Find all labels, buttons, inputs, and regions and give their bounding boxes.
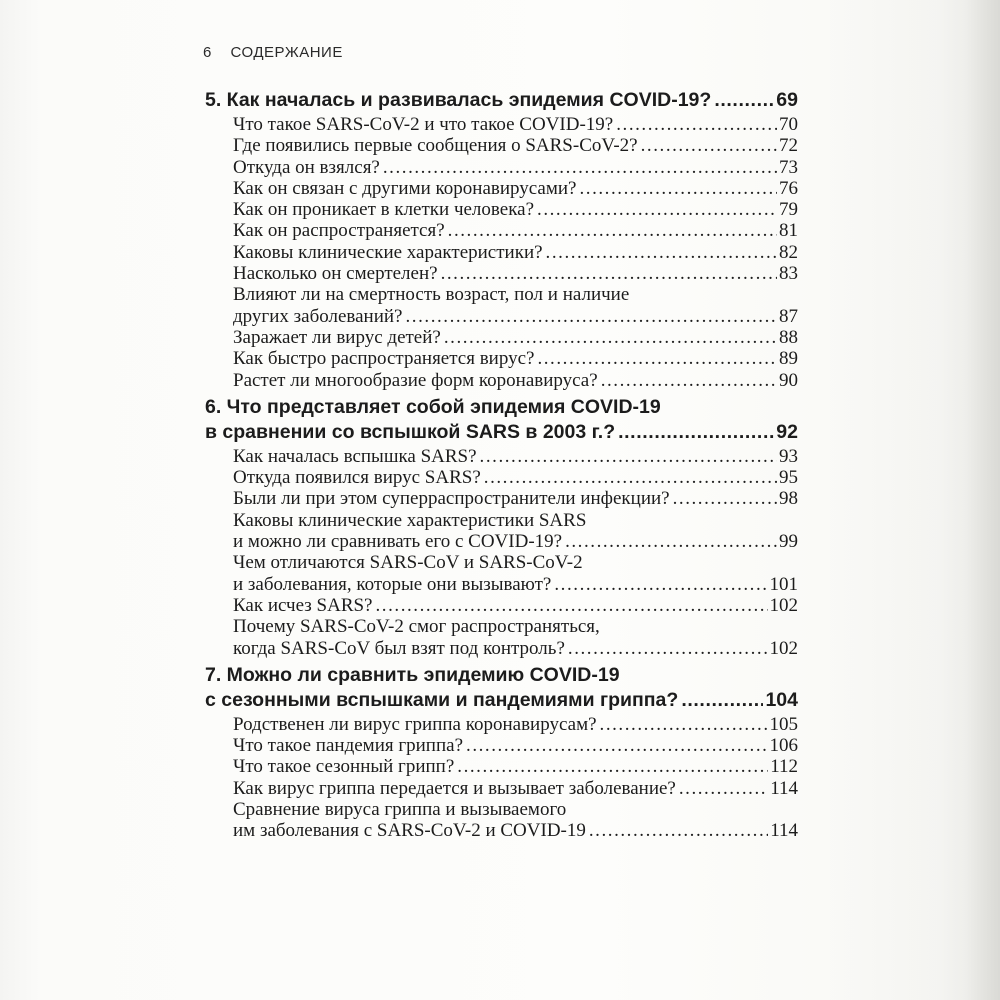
toc-entry-row [233,820,798,841]
dot-leader [444,327,777,348]
toc-entry-title: Как он распространяется? [233,220,445,242]
toc-entry[interactable] [205,135,798,156]
toc-entry-page-number: 89 [779,348,798,370]
toc-entry-page-number: 95 [779,467,798,489]
toc-entry-row [233,178,798,199]
toc-entry-title: Где появились первые сообщения о SARS-CoV-2? [233,135,638,157]
toc-entry-page-number: 82 [779,241,798,263]
toc-entry[interactable] [205,488,798,509]
toc-entry-page-number: 102 [769,594,798,616]
dot-leader [673,488,777,509]
chapter-title-row [205,688,798,713]
toc-entry-row [233,242,798,263]
dot-leader [484,467,777,488]
toc-entry[interactable] [205,284,798,327]
chapter-title-line: 6. Что представляет собой эпидемия COVID-19 [205,395,661,418]
toc-entry[interactable] [205,467,798,488]
toc-entry-title: Откуда появился вирус SARS? [233,467,481,489]
toc-entry-title: других заболеваний? [233,305,403,327]
toc-entry[interactable] [205,799,798,842]
toc-entry-page-number: 114 [770,820,798,842]
toc-entry-row [233,638,798,659]
toc-entry[interactable] [205,327,798,348]
toc-entry-row [233,348,798,369]
dot-leader [457,756,768,777]
toc-entry-title: когда SARS-CoV был взят под контроль? [233,637,565,659]
toc-entry-row [233,263,798,284]
chapter-page-number: 69 [776,89,798,111]
toc-entry-page-number: 105 [769,713,798,735]
toc-entry-page-number: 87 [779,305,798,327]
toc-entry-row [233,574,798,595]
toc-entry-line: Каковы клинические характеристики SARS [233,509,587,531]
toc-entry-page-number: 79 [779,199,798,221]
chapter-title[interactable] [205,395,798,445]
toc-entry-page-number: 90 [779,369,798,391]
toc-entry[interactable] [205,242,798,263]
toc-entry[interactable] [205,114,798,135]
toc-entry[interactable] [205,370,798,391]
toc-entry-title: и заболевания, которые они вызывают? [233,573,552,595]
toc-entry[interactable] [205,199,798,220]
toc-entry-line: Сравнение вируса гриппа и вызываемого [233,799,567,821]
dot-leader [480,446,777,467]
dot-leader [441,263,777,284]
toc-entry-title: и можно ли сравнивать его с COVID-19? [233,531,563,553]
page-edge-shadow [828,0,1000,1000]
toc-entry-page-number: 114 [770,777,798,799]
dot-leader [383,157,777,178]
toc-entry-title: Что такое сезонный грипп? [233,756,455,778]
toc-entry[interactable] [205,714,798,735]
toc-entry-row [233,114,798,135]
dot-leader [568,638,768,659]
toc-entry[interactable] [205,616,798,659]
toc-entry-title: Как быстро распространяется вирус? [233,348,535,370]
toc-entry[interactable] [205,348,798,369]
toc-entry-title: Каковы клинические характеристики? [233,241,543,263]
dot-leader [466,735,767,756]
toc-entry-row [233,135,798,156]
dot-leader [601,370,777,391]
dot-leader [589,820,768,841]
running-header [203,44,343,61]
dot-leader [641,135,777,156]
toc-entry-title: Откуда он взялся? [233,156,380,178]
toc-entry-title: Что такое SARS-CoV-2 и что такое COVID-19? [233,114,614,135]
toc-entry-row [233,467,798,488]
chapter-title-text: с сезонными вспышками и пандемиями гриппа? [205,688,679,711]
dot-leader [579,178,777,199]
dot-leader [537,348,777,369]
dot-leader [616,114,777,135]
dot-leader [618,420,774,445]
toc-entry-row [233,531,798,552]
chapter-title-text: 5. Как началась и развивалась эпидемия COVID-19? [205,89,712,111]
toc-entry-row [233,735,798,756]
toc-chapter [205,395,798,659]
toc-entry-page-number: 106 [769,735,798,757]
toc-entry-page-number: 83 [779,263,798,285]
chapter-title[interactable] [205,663,798,713]
toc-entry-page-number: 102 [769,637,798,659]
toc-entry-title: Заражает ли вирус детей? [233,326,441,348]
toc-entry-row [233,220,798,241]
toc-entry-title: Родственен ли вирус гриппа коронавирусам? [233,713,597,735]
dot-leader [448,220,777,241]
toc-entry-line: Влияют ли на смертность возраст, пол и наличие [233,284,630,306]
toc-entry-row [233,199,798,220]
toc-entry[interactable] [205,735,798,756]
toc-entry[interactable] [205,778,798,799]
toc-entry-row [233,595,798,616]
header-page-number: 6 [203,44,212,61]
toc-entry[interactable] [205,446,798,467]
dot-leader [537,199,777,220]
chapter-title-line: 7. Можно ли сравнить эпидемию COVID-19 [205,663,620,686]
toc-entry-row [233,327,798,348]
toc-entry-row [233,714,798,735]
dot-leader [376,595,768,616]
chapter-title-row [205,420,798,445]
toc-entry-row [233,756,798,777]
toc-entry-row [233,306,798,327]
toc-entry-line: Чем отличаются SARS-CoV и SARS-CoV-2 [233,552,583,574]
toc-entry-title: Что такое пандемия гриппа? [233,735,464,757]
dot-leader [679,778,768,799]
header-section-title: СОДЕРЖАНИЕ [230,44,343,61]
table-of-contents [205,88,798,842]
toc-entry[interactable] [205,552,798,595]
toc-entry-page-number: 76 [779,177,798,199]
toc-entry-title: Как он проникает в клетки человека? [233,199,535,221]
dot-leader [681,688,763,713]
toc-entry-title: им заболевания с SARS-CoV-2 и COVID-19 [233,820,586,842]
toc-entry-row [233,370,798,391]
toc-entry[interactable] [205,178,798,199]
toc-chapter [205,88,798,391]
toc-entry-page-number: 88 [779,326,798,348]
toc-entry-page-number: 73 [779,156,798,178]
toc-chapter [205,663,798,842]
chapter-title-text: в сравнении со вспышкой SARS в 2003 г.? [205,420,616,443]
toc-entry-page-number: 81 [779,220,798,242]
toc-entry-page-number: 70 [779,114,798,135]
dot-leader [600,714,768,735]
dot-leader [406,306,778,327]
toc-entry[interactable] [205,263,798,284]
toc-entry[interactable] [205,756,798,777]
toc-entry-page-number: 98 [779,488,798,510]
toc-entry-page-number: 101 [769,573,798,595]
dot-leader [554,574,767,595]
toc-entry-title: Были ли при этом суперраспространители инфекции? [233,488,670,510]
toc-entry[interactable] [205,220,798,241]
toc-entry-row [233,488,798,509]
toc-entry[interactable] [205,595,798,616]
toc-entry[interactable] [205,510,798,553]
toc-entry-line: Почему SARS-CoV-2 смог распространяться, [233,616,600,638]
toc-entry-title: Как он связан с другими коронавирусами? [233,177,577,199]
chapter-title[interactable] [205,88,798,113]
dot-leader [714,88,774,113]
toc-entry-title: Как началась вспышка SARS? [233,445,477,467]
toc-entry-title: Растет ли многообразие форм коронавируса? [233,369,598,391]
toc-entry-title: Как исчез SARS? [233,594,373,616]
toc-entry[interactable] [205,157,798,178]
toc-entry-page-number: 93 [779,445,798,467]
toc-entry-row [233,778,798,799]
toc-entry-row [233,446,798,467]
toc-entry-page-number: 99 [779,531,798,553]
chapter-page-number: 92 [776,420,798,443]
dot-leader [565,531,777,552]
chapter-title-row [205,88,798,113]
toc-entry-page-number: 72 [779,135,798,157]
chapter-page-number: 104 [765,688,798,711]
toc-entry-page-number: 112 [770,756,798,778]
toc-entry-title: Насколько он смертелен? [233,263,438,285]
dot-leader [546,242,777,263]
toc-entry-row [233,157,798,178]
toc-entry-title: Как вирус гриппа передается и вызывает заболевание? [233,777,676,799]
